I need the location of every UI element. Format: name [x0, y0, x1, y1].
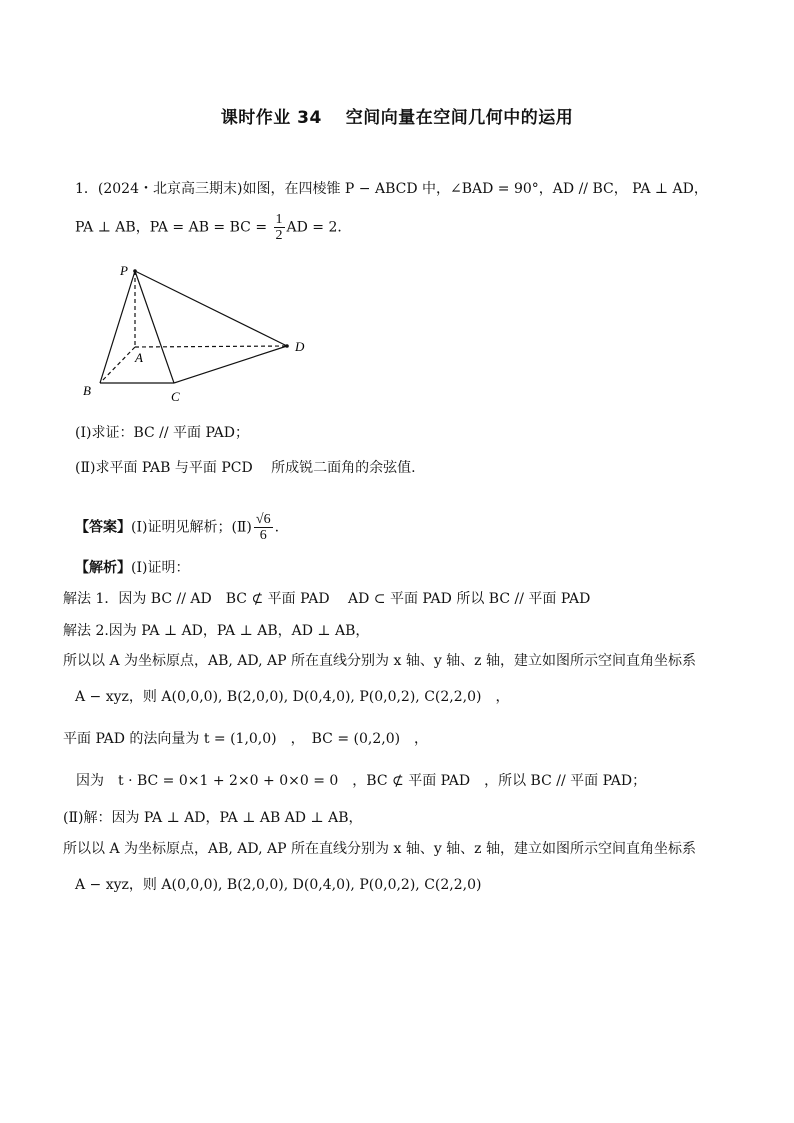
label-P: P [120, 263, 128, 278]
analysis-label: 【解析】 [75, 560, 131, 576]
problem-conditions-end: AD = 2． [286, 219, 352, 236]
problem-statement-line-2 [75, 212, 351, 243]
method-1-line: 解法 1．因为 BC // AD BC ⊄ 平面 PAD AD ⊂ 平面 PAD 所以 BC // 平面 PAD [63, 591, 591, 607]
edge-CD [174, 346, 287, 383]
page-title: 课时作业 34 空间向量在空间几何中的运用 [220, 108, 574, 128]
edge-PB [100, 271, 135, 383]
pyramid-figure [75, 258, 315, 408]
method-2-normal-vector: 平面 PAD 的法向量为 t = (1,0,0) ， BC = (0,2,0) ， [63, 731, 429, 747]
problem-statement-line-1: 1．(2024・北京高三期末)如图，在四棱锥 P − ABCD 中，∠BAD = 90°，AD // BC， PA ⊥ AD， [75, 181, 708, 197]
vertex-P-dot [133, 269, 137, 273]
method-2-line: 解法 2.因为 PA ⊥ AD，PA ⊥ AB，AD ⊥ AB， [63, 623, 370, 639]
fraction-numerator: 1 [275, 212, 283, 227]
answer-text: (Ⅰ)证明见解析；(Ⅱ) [131, 519, 252, 536]
question-part-2: (Ⅱ)求平面 PAB 与平面 PCD 所成锐二面角的余弦值. [75, 460, 416, 476]
answer-numerator: √6 [255, 512, 271, 527]
answer-end: . [274, 519, 280, 536]
answer-line [75, 512, 279, 543]
answer-fraction [254, 512, 273, 543]
edge-AD [135, 346, 287, 347]
label-B: B [83, 383, 91, 398]
part-2-solution-line-1: (Ⅱ)解：因为 PA ⊥ AD，PA ⊥ AB AD ⊥ AB， [63, 810, 363, 826]
method-2-coordinate-setup: 所以以 A 为坐标原点，AB, AD, AP 所在直线分别为 x 轴、y 轴、z 轴，建立如图所示空间直角坐标系 [63, 653, 697, 669]
analysis-header-text: (Ⅰ)证明： [131, 560, 190, 576]
question-part-1: (Ⅰ)求证：BC // 平面 PAD； [75, 425, 249, 441]
method-2-dot-product: 因为 t · BC = 0×1 + 2×0 + 0×0 = 0 ，BC ⊄ 平面 PAD ，所以 BC // 平面 PAD； [76, 773, 647, 789]
vertex-D-dot [285, 344, 289, 348]
answer-denominator: 6 [259, 528, 267, 543]
fraction-denominator: 2 [275, 228, 283, 243]
label-D: D [295, 339, 305, 354]
label-A: A [135, 350, 143, 365]
fraction-one-half [274, 212, 285, 243]
method-2-coordinates: A − xyz，则 A(0,0,0), B(2,0,0), D(0,4,0), P(0,0,2), C(2,2,0) ， [75, 689, 510, 705]
part-2-solution-line-3: A − xyz，则 A(0,0,0), B(2,0,0), D(0,4,0), P(0,0,2), C(2,2,0) [75, 877, 482, 893]
problem-conditions: PA ⊥ AB，PA = AB = BC = [75, 219, 272, 236]
answer-label: 【答案】 [75, 519, 131, 536]
part-2-solution-line-2: 所以以 A 为坐标原点，AB, AD, AP 所在直线分别为 x 轴、y 轴、z 轴，建立如图所示空间直角坐标系 [63, 841, 697, 857]
label-C: C [171, 389, 180, 404]
analysis-header [75, 558, 189, 578]
